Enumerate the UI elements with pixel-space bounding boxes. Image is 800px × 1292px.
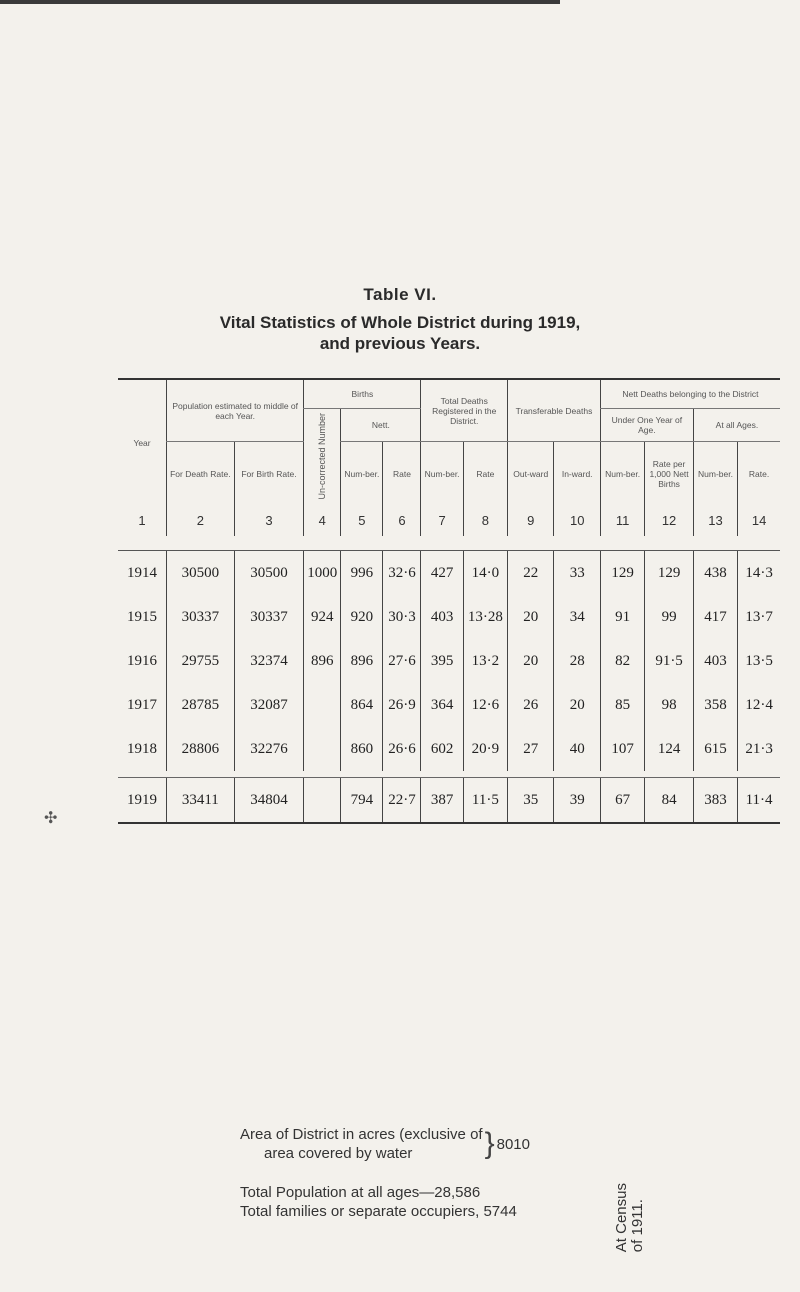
for-death-rate-header: For Death Rate. (167, 442, 235, 507)
cell-nett-num: 896 (341, 639, 383, 683)
outward-header: Out-ward (508, 442, 554, 507)
cell-year: 1916 (127, 652, 158, 669)
all-ages-number-header: Num-ber. (693, 442, 737, 507)
cell-year: 1915 (127, 608, 158, 625)
column-number: 10 (554, 506, 600, 536)
cell-deaths-num: 364 (421, 683, 463, 727)
cell-out: 35 (508, 778, 554, 824)
column-number: 3 (234, 506, 304, 536)
table-row (118, 551, 780, 596)
column-number: 2 (167, 506, 235, 536)
under-one-number-header: Num-ber. (600, 442, 644, 507)
area-value: 8010 (496, 1135, 530, 1153)
cell-year: 1917 (127, 696, 158, 713)
cell-nett-num: 794 (341, 778, 383, 824)
top-rule (0, 0, 560, 4)
all-ages-rate-header: Rate. (738, 442, 780, 507)
subtitle-line-1: Vital Statistics of Whole District during 1919, (219, 313, 581, 332)
cell-u1-num: 82 (600, 639, 644, 683)
cell-nett-num: 864 (341, 683, 383, 727)
cell-u1-num: 67 (600, 778, 644, 824)
census-note (614, 1183, 646, 1252)
year-header: Year (133, 438, 151, 448)
cell-pop-death: 33411 (167, 778, 235, 824)
uncorrected-number-header (304, 409, 341, 507)
cell-pop-death: 30337 (167, 595, 235, 639)
cell-nett-num: 920 (341, 595, 383, 639)
total-population: Total Population at all ages—28,586 (240, 1184, 481, 1201)
cell-in: 20 (554, 683, 600, 727)
cell-deaths-num: 395 (421, 639, 463, 683)
area-line-2: area covered by water (264, 1145, 413, 1162)
births-header: Births (304, 379, 421, 409)
cell-out: 26 (508, 683, 554, 727)
cell-all-num: 615 (693, 727, 737, 771)
cell-nett-rate: 26·9 (383, 683, 421, 727)
cell-u1-rate: 129 (645, 551, 694, 596)
cell-deaths-num: 427 (421, 551, 463, 596)
uncorrected-number-label: Un-corrected Number (317, 413, 328, 500)
cell-in: 33 (554, 551, 600, 596)
cell-all-num: 358 (693, 683, 737, 727)
cell-pop-birth: 32374 (234, 639, 304, 683)
table-row-1919 (118, 778, 780, 824)
cell-uncorr (304, 683, 341, 727)
all-ages-header: At all Ages. (693, 409, 780, 442)
under-one-rate-header: Rate per 1,000 Nett Births (645, 442, 694, 507)
total-deaths-header: Total Deaths Registered in the District. (421, 379, 508, 442)
cell-pop-birth: 32276 (234, 727, 304, 771)
census-line-1: At Census (613, 1183, 630, 1253)
cell-deaths-rate: 11·5 (463, 778, 507, 824)
cell-u1-rate: 91·5 (645, 639, 694, 683)
area-note (240, 1125, 530, 1163)
brace-icon: } (484, 1127, 495, 1160)
vital-statistics-table (118, 378, 780, 824)
margin-mark-icon: ✣ (44, 810, 58, 827)
cell-deaths-rate: 14·0 (463, 551, 507, 596)
under-one-header: Under One Year of Age. (600, 409, 693, 442)
inward-header: In-ward. (554, 442, 600, 507)
cell-uncorr: 924 (304, 595, 341, 639)
cell-in: 39 (554, 778, 600, 824)
for-birth-rate-header: For Birth Rate. (234, 442, 304, 507)
cell-pop-death: 30500 (167, 551, 235, 596)
column-number: 7 (421, 506, 463, 536)
column-number: 8 (463, 506, 507, 536)
cell-u1-num: 107 (600, 727, 644, 771)
deaths-number-header: Num-ber. (421, 442, 463, 507)
table-row (118, 595, 780, 639)
cell-nett-rate: 26·6 (383, 727, 421, 771)
cell-nett-rate: 30·3 (383, 595, 421, 639)
cell-uncorr (304, 778, 341, 824)
header-separator (118, 536, 780, 551)
column-number: 13 (693, 506, 737, 536)
cell-nett-num: 996 (341, 551, 383, 596)
nett-header: Nett. (341, 409, 421, 442)
subtitle-line-2: and previous Years. (319, 334, 481, 353)
column-number: 9 (508, 506, 554, 536)
area-line-1: Area of District in acres (exclusive of (240, 1126, 483, 1143)
table-title: Table VI. (363, 285, 437, 304)
cell-deaths-num: 403 (421, 595, 463, 639)
cell-all-num: 403 (693, 639, 737, 683)
cell-pop-death: 28806 (167, 727, 235, 771)
transferable-header: Transferable Deaths (508, 379, 601, 442)
cell-pop-birth: 34804 (234, 778, 304, 824)
cell-all-rate: 11·4 (738, 778, 780, 824)
table-row (118, 727, 780, 771)
cell-nett-rate: 22·7 (383, 778, 421, 824)
births-rate-header: Rate (383, 442, 421, 507)
cell-out: 22 (508, 551, 554, 596)
cell-nett-num: 860 (341, 727, 383, 771)
cell-u1-rate: 99 (645, 595, 694, 639)
cell-out: 20 (508, 639, 554, 683)
cell-out: 20 (508, 595, 554, 639)
cell-deaths-rate: 13·28 (463, 595, 507, 639)
cell-deaths-rate: 12·6 (463, 683, 507, 727)
cell-all-num: 438 (693, 551, 737, 596)
cell-all-rate: 12·4 (738, 683, 780, 727)
cell-deaths-num: 387 (421, 778, 463, 824)
deaths-rate-header: Rate (463, 442, 507, 507)
cell-all-rate: 14·3 (738, 551, 780, 596)
cell-deaths-num: 602 (421, 727, 463, 771)
column-number-row (118, 506, 780, 536)
cell-uncorr: 1000 (304, 551, 341, 596)
total-families: Total families or separate occupiers, 5744 (240, 1203, 517, 1220)
cell-u1-rate: 124 (645, 727, 694, 771)
cell-u1-num: 129 (600, 551, 644, 596)
cell-deaths-rate: 20·9 (463, 727, 507, 771)
cell-in: 34 (554, 595, 600, 639)
cell-nett-rate: 32·6 (383, 551, 421, 596)
table-subtitle (0, 312, 800, 354)
cell-year: 1918 (127, 740, 158, 757)
cell-u1-num: 91 (600, 595, 644, 639)
column-number: 14 (738, 506, 780, 536)
cell-deaths-rate: 13·2 (463, 639, 507, 683)
column-number: 4 (304, 506, 341, 536)
cell-pop-birth: 32087 (234, 683, 304, 727)
cell-pop-death: 29755 (167, 639, 235, 683)
table-row (118, 639, 780, 683)
cell-uncorr: 896 (304, 639, 341, 683)
cell-pop-birth: 30337 (234, 595, 304, 639)
cell-u1-rate: 98 (645, 683, 694, 727)
cell-u1-rate: 84 (645, 778, 694, 824)
nett-deaths-header: Nett Deaths belonging to the District (600, 379, 780, 409)
cell-uncorr (304, 727, 341, 771)
cell-pop-death: 28785 (167, 683, 235, 727)
cell-out: 27 (508, 727, 554, 771)
cell-all-rate: 13·7 (738, 595, 780, 639)
column-number: 12 (645, 506, 694, 536)
column-number: 6 (383, 506, 421, 536)
area-text (240, 1125, 483, 1163)
column-number: 1 (138, 513, 146, 528)
cell-year: 1914 (127, 564, 158, 581)
population-header: Population estimated to middle of each Year. (167, 379, 304, 442)
births-number-header: Num-ber. (341, 442, 383, 507)
cell-u1-num: 85 (600, 683, 644, 727)
data-rows (118, 551, 780, 772)
cell-all-num: 383 (693, 778, 737, 824)
cell-all-rate: 21·3 (738, 727, 780, 771)
cell-year: 1919 (118, 778, 167, 824)
cell-all-num: 417 (693, 595, 737, 639)
column-number: 11 (600, 506, 644, 536)
cell-pop-birth: 30500 (234, 551, 304, 596)
footer-notes (240, 1125, 530, 1221)
cell-in: 28 (554, 639, 600, 683)
cell-nett-rate: 27·6 (383, 639, 421, 683)
table-row (118, 683, 780, 727)
column-number: 5 (341, 506, 383, 536)
cell-in: 40 (554, 727, 600, 771)
census-line-2: of 1911. (629, 1199, 646, 1253)
cell-all-rate: 13·5 (738, 639, 780, 683)
